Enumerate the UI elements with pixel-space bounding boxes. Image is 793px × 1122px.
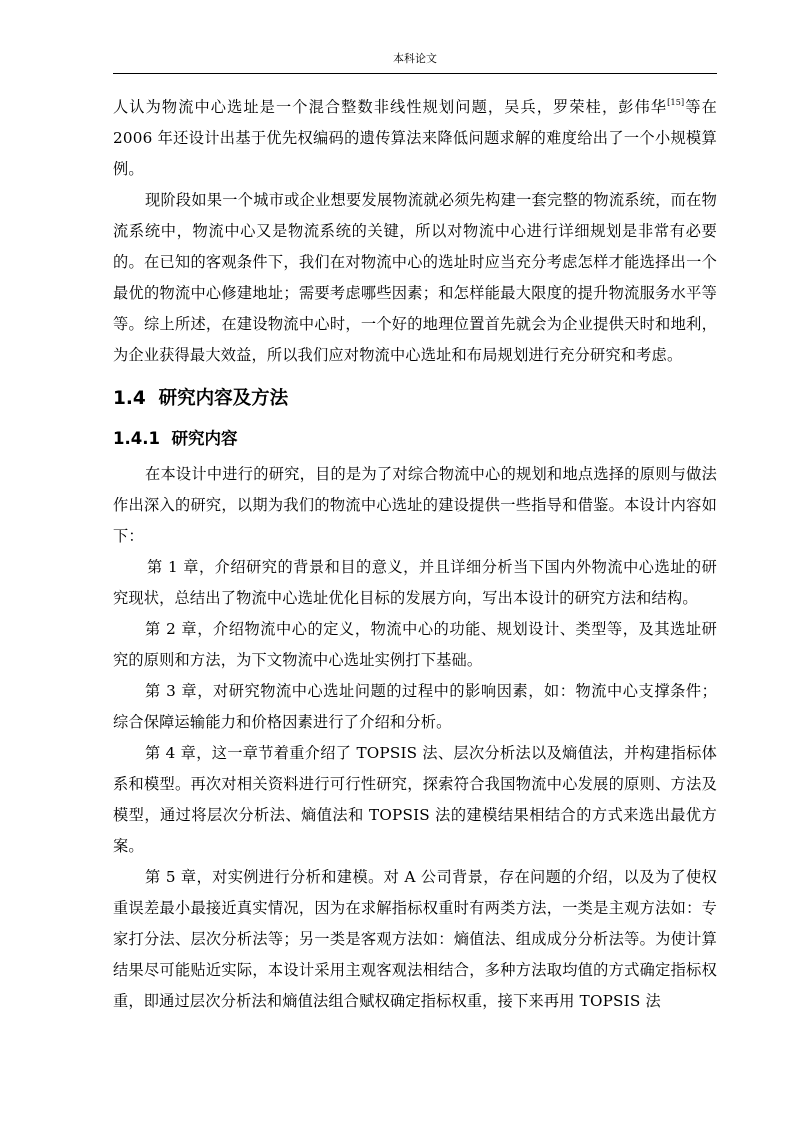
paragraph-current-stage: 现阶段如果一个城市或企业想要发展物流就必须先构建一套完整的物流系统，而在物流系统中，物流中心又是物流系统的关键，所以对物流中心进行详细规划是非常有必要的。在已知的客观条件下，我们在对物流中心的选址时应当充分考虑怎样才能选择出一个最优的物流中心修建地址；需要考虑哪些因素；和怎样能最大限度的提升物流服务水平等等。综上所述，在建设物流中心时，一个好的地理位置首先就会为企业提供天时和地利，为企业获得最大效益，所以我们应对物流中心选址和布局规划进行充分研究和考虑。 bbox=[113, 191, 717, 364]
paragraph-text: 等在 2006 年还设计出基于优先权编码的遗传算法来降低问题求解的难度给出了一个小规模算例。 bbox=[113, 98, 717, 178]
subsection-number: 1.4.1 bbox=[113, 429, 160, 448]
paragraph-research-intro: 在本设计中进行的研究，目的是为了对综合物流中心的规划和地点选择的原则与做法作出深入的研究，以期为我们的物流中心选址的建设提供一些指导和借鉴。本设计内容如下： bbox=[113, 465, 717, 545]
subsection-heading bbox=[113, 419, 717, 459]
paragraph-chapter-3: 第 3 章，对研究物流中心选址问题的过程中的影响因素，如：物流中心支撑条件；综合保障运输能力和价格因素进行了介绍和分析。 bbox=[113, 682, 717, 731]
subsection-title: 研究内容 bbox=[171, 429, 238, 448]
section-heading bbox=[113, 379, 717, 419]
paragraph-chapter-2: 第 2 章，介绍物流中心的定义，物流中心的功能、规划设计、类型等，及其选址研究的原则和方法，为下文物流中心选址实例打下基础。 bbox=[113, 620, 717, 669]
section-number: 1.4 bbox=[113, 388, 146, 409]
paragraph-chapter-5: 第 5 章，对实例进行分析和建模。对 A 公司背景，存在问题的介绍，以及为了使权重误差最小最接近真实情况，因为在求解指标权重时有两类方法，一类是主观方法如：专家打分法、层次分析法等；另一类是客观方法如：熵值法、组成成分分析法等。为使计算结果尽可能贴近实际，本设计采用主观客观法相结合，多种方法取均值的方式确定指标权重，即通过层次分析法和熵值法组合赋权确定指标权重，接下来再用 TOPSIS 法 bbox=[113, 868, 717, 1010]
paragraph-chapter-1: 第 1 章，介绍研究的背景和目的意义，并且详细分析当下国内外物流中心选址的研究现状，总结出了物流中心选址优化目标的发展方向，写出本设计的研究方法和结构。 bbox=[113, 558, 717, 607]
running-header: 本科论文 bbox=[393, 52, 437, 65]
citation-ref[interactable]: [15] bbox=[667, 98, 685, 107]
paragraph-literature bbox=[113, 92, 717, 185]
page-body bbox=[113, 92, 717, 1017]
paragraph-chapter-4: 第 4 章，这一章节着重介绍了 TOPSIS 法、层次分析法以及熵值法，并构建指标体系和模型。再次对相关资料进行可行性研究，探索符合我国物流中心发展的原则、方法及模型，通过将层次分析法、熵值法和 TOPSIS 法的建模结果相结合的方式来选出最优方案。 bbox=[113, 744, 717, 855]
paragraph-text: 人认为物流中心选址是一个混合整数非线性规划问题，吴兵，罗荣桂，彭伟华 bbox=[113, 98, 668, 116]
header-rule bbox=[113, 73, 717, 74]
section-title: 研究内容及方法 bbox=[158, 388, 289, 409]
